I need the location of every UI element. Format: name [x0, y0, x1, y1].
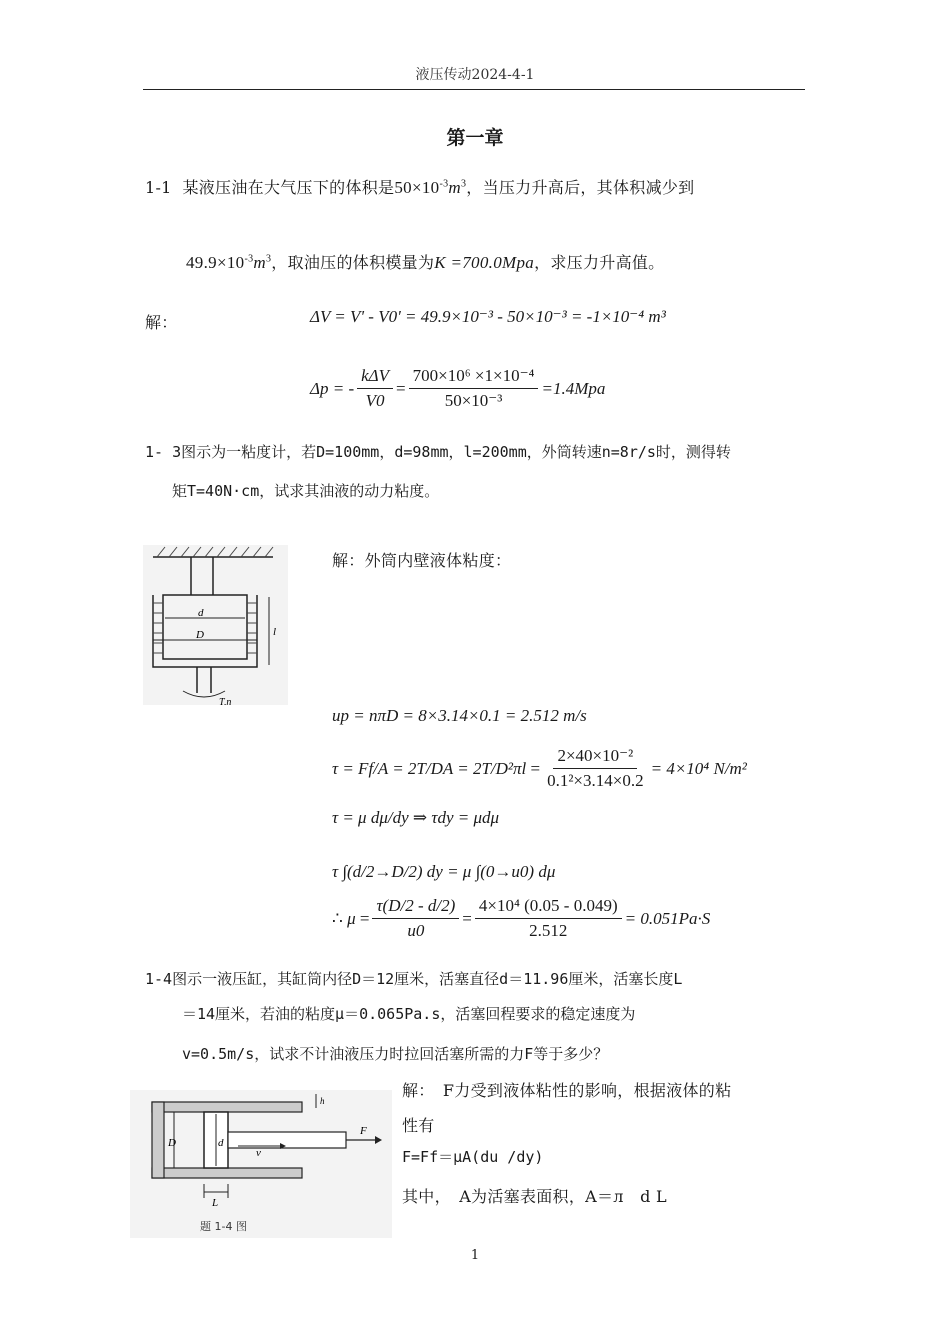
label-D: D	[168, 1137, 176, 1149]
label-Tn: T,n	[219, 697, 232, 705]
equation-mu: τ = μ dμ/dy ⇒ τdy = μdμ	[332, 808, 500, 827]
problem-1-4-solution-line4: 其中， A为活塞表面积，A＝л d L	[402, 1187, 667, 1206]
equation-integral: τ ∫(d/2→D/2) dy = μ ∫(0→u0) dμ	[332, 862, 556, 881]
solution-label: 解：	[145, 313, 178, 332]
figure-caption: 题 1-4 图	[200, 1220, 247, 1233]
equation-result: ∴ μ = $\frac{\tau(D/2 - d/2)}{u0}$ = $\frac{\text{4×10⁴ (0.05 - 0.049)}}{2.512}$ = 0.051Pa·S	[332, 896, 711, 940]
problem-1-3-line2: 矩T=40N·cm，试求其油液的动力粘度。	[172, 482, 440, 500]
label-F: F	[360, 1125, 367, 1137]
label-D: D	[196, 629, 204, 641]
viscometer-figure	[143, 545, 288, 705]
problem-1-4-line1: 1-4图示一液压缸，其缸筒内径D＝12厘米，活塞直径d＝11.96厘米，活塞长度L	[145, 970, 683, 988]
problem-1-4-solution-line1: 解： F力受到液体粘性的影响，根据液体的粘	[402, 1081, 732, 1100]
label-d: d	[198, 607, 204, 619]
equation-tau: τ = Ff/A = 2T/DA = 2T/D²πl = $\frac{\text{2×40×10⁻²}}{\text{0.1²×3.14×0.2}}$ = 4×10⁴ N/m²	[332, 746, 747, 790]
equation-delta-v: ΔV = V' - V0' = 49.9×10⁻³ - 50×10⁻³ = -1×10⁻⁴ m³	[310, 307, 666, 326]
problem-1-4-solution-line3: F=Ff＝μA(du /dy)	[402, 1148, 544, 1166]
label-d: d	[218, 1137, 224, 1149]
problem-1-4-solution-line2: 性有	[402, 1116, 435, 1135]
problem-1-1-line1: 1-1 某液压油在大气压下的体积是$50\times 10^{-3}m^3$，当压力升高后，其体积减少到	[145, 178, 695, 197]
viscometer-diagram	[143, 545, 288, 705]
problem-1-4-line2: ＝14厘米，若油的粘度μ＝0.065Pa.s，活塞回程要求的稳定速度为	[182, 1005, 636, 1023]
problem-1-1-line2: $49.9\times 10^{-3}m^3$，取油压的体积模量为K =700.0Mpa，求压力升高值。	[186, 253, 665, 272]
equation-delta-p: Δp = - $\frac{\text{kΔV}}{V0}$ = $\frac{\text{700×10⁶ ×1×10⁻⁴}}{\text{50×10⁻³}}$ =1.4Mpa	[310, 366, 606, 410]
label-h: h	[320, 1096, 325, 1106]
problem-1-3-line1: 1- 3图示为一粘度计，若D=100mm，d=98mm，l=200mm，外筒转速n=8r/s时，测得转	[145, 443, 731, 461]
label-L: L	[212, 1197, 219, 1209]
equation-up: up = nπD = 8×3.14×0.1 = 2.512 m/s	[332, 706, 587, 725]
header-rule	[143, 89, 805, 90]
page-header: 液压传动2024-4-1	[415, 67, 535, 83]
chapter-title: 第一章	[446, 127, 504, 149]
problem-1-3-solution-label: 解：外筒内壁液体粘度：	[332, 551, 512, 570]
cylinder-figure	[130, 1090, 392, 1238]
cylinder-diagram	[130, 1090, 392, 1238]
label-v: v	[256, 1147, 261, 1159]
label-l: l	[273, 626, 277, 638]
problem-1-4-line3: v=0.5m/s，试求不计油液压力时拉回活塞所需的力F等于多少？	[182, 1045, 609, 1063]
page-number: 1	[470, 1248, 480, 1263]
problem-label: 1-1	[145, 178, 172, 197]
